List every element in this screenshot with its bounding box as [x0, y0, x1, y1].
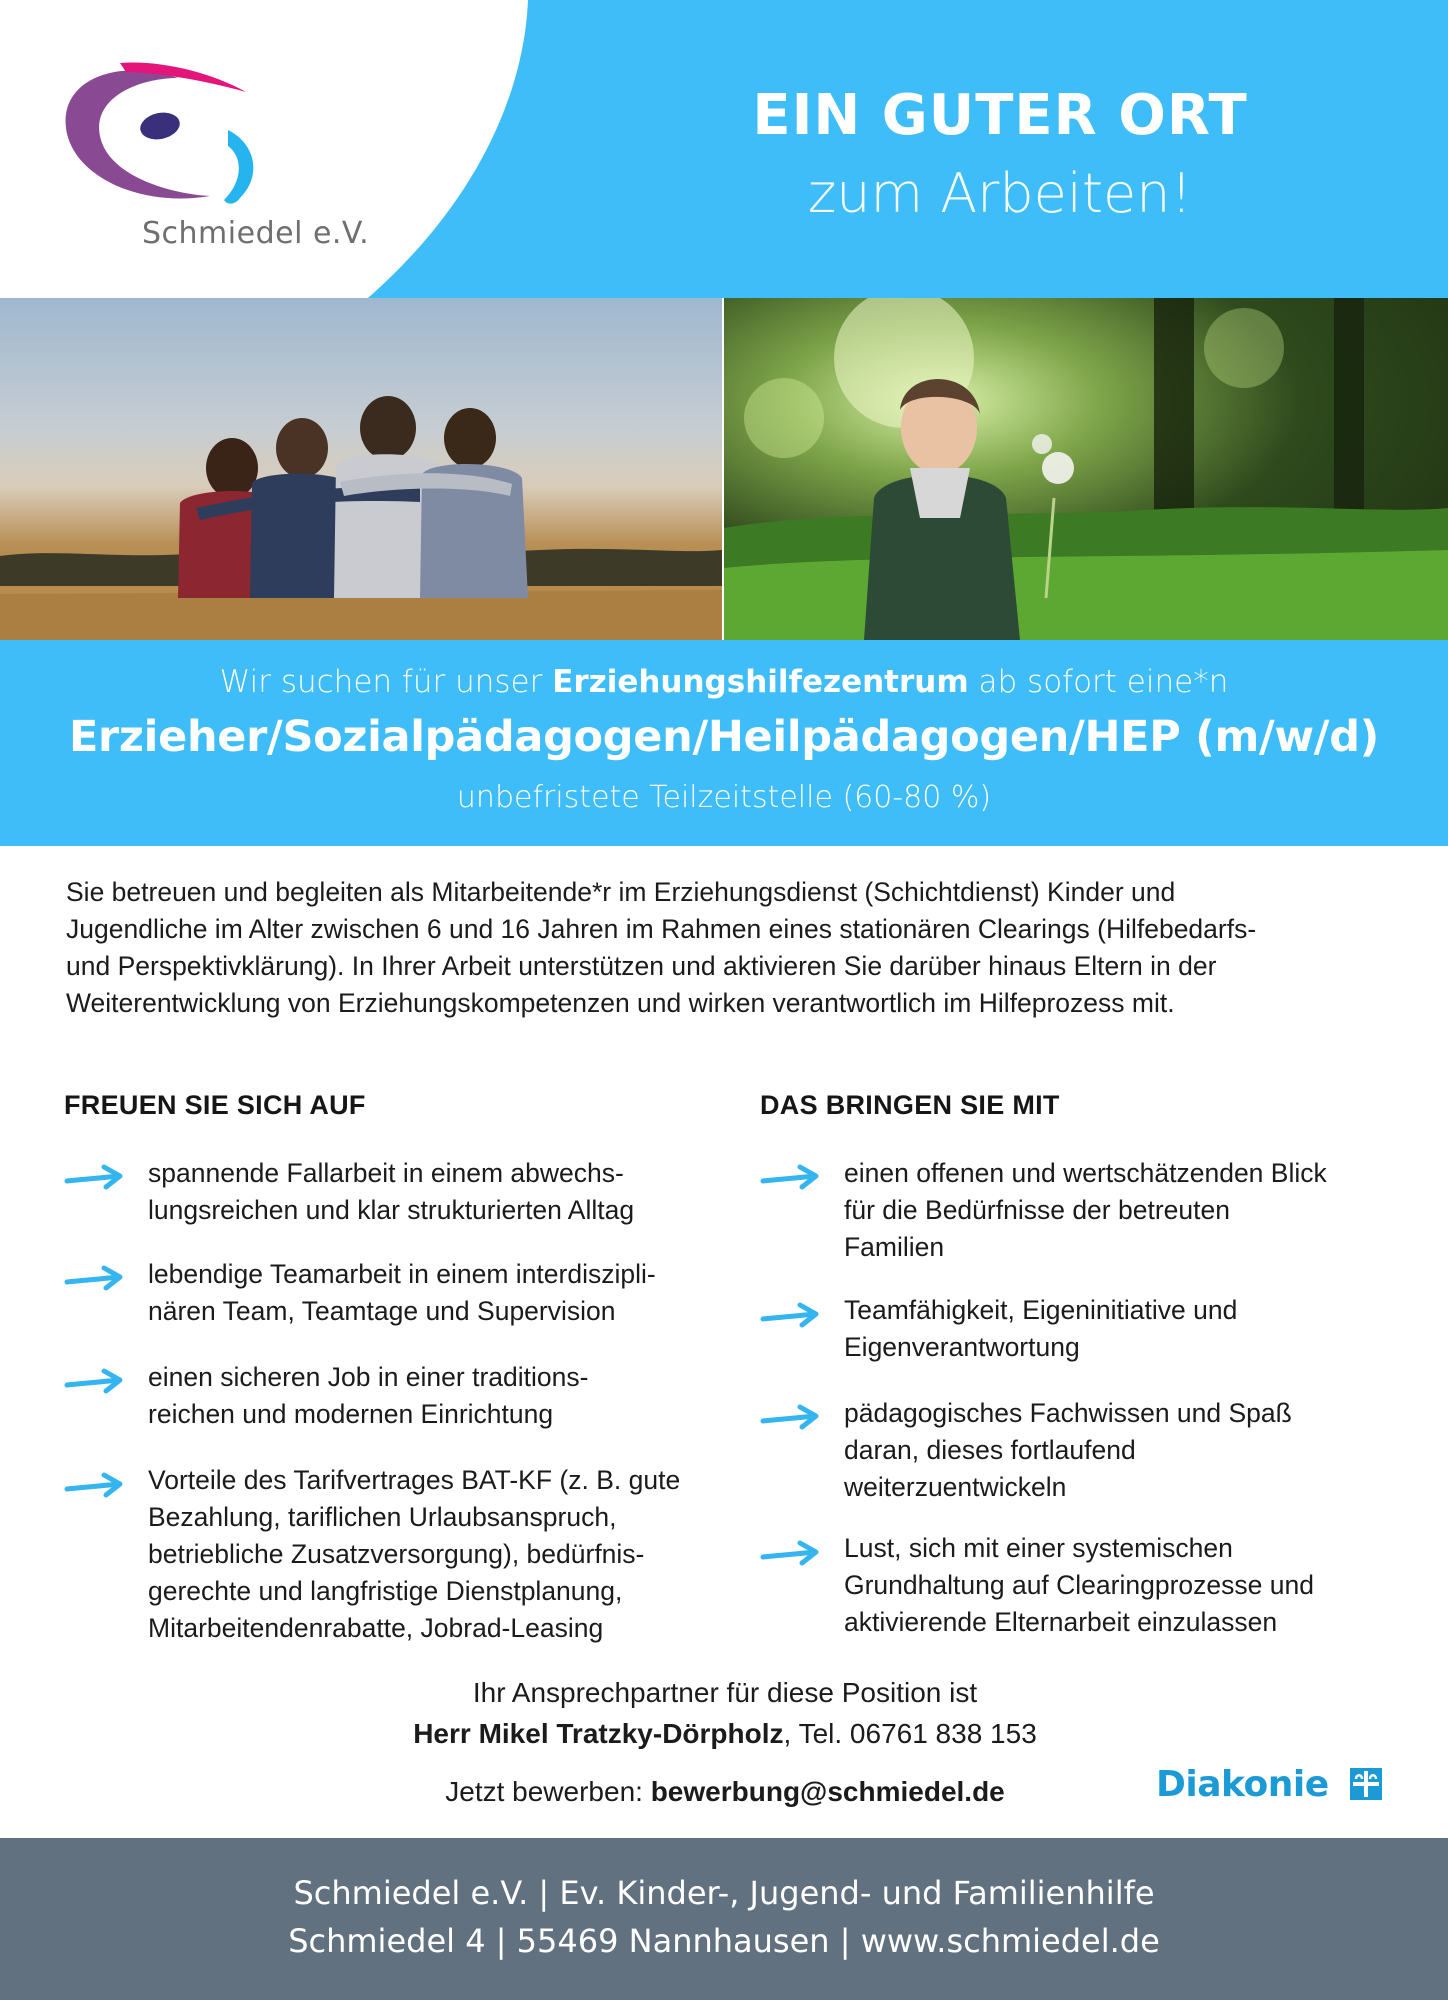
requirement-line: Lust, sich mit einer systemischen: [844, 1533, 1233, 1563]
contact-person: Herr Mikel Tratzky-Dörpholz: [413, 1718, 784, 1749]
arrow-right-icon: [64, 1367, 126, 1397]
contact-intro: Ihr Ansprechpartner für diese Position ist: [472, 1677, 978, 1708]
schmiedel-logo: [60, 58, 390, 268]
contact-phone[interactable]: , Tel. 06761 838 153: [783, 1718, 1037, 1749]
arrow-right-icon: [64, 1264, 126, 1294]
requirement-line: einen offenen und wertschätzenden Blick: [844, 1158, 1327, 1188]
benefit-item: [148, 1155, 738, 1229]
arrow-right-icon: [64, 1471, 126, 1501]
job-description: [66, 874, 1386, 1022]
schmiedel-logo-mark-icon: [60, 58, 270, 218]
diakonie-wordmark: Diakonie: [1156, 1764, 1329, 1805]
diakonie-logo: [1156, 1766, 1396, 1806]
description-line: Jugendliche im Alter zwischen 6 und 16 Jahren im Rahmen eines stationären Clearings (Hilfebedarfs-: [66, 914, 1257, 944]
requirement-line: Eigenverantwortung: [844, 1332, 1080, 1362]
requirement-line: pädagogisches Fachwissen und Spaß: [844, 1398, 1292, 1428]
benefit-line: Bezahlung, tariflichen Urlaubsanspruch,: [148, 1502, 617, 1532]
benefit-line: gerechte und langfristige Dienstplanung,: [148, 1576, 623, 1606]
arrow-right-icon: [760, 1403, 822, 1433]
description-line: und Perspektivklärung). In Ihrer Arbeit unterstützen und aktivieren Sie darüber hinaus Eltern in der: [66, 951, 1217, 981]
arrow-right-icon: [64, 1163, 126, 1193]
requirement-line: Teamfähigkeit, Eigeninitiative und: [844, 1295, 1238, 1325]
benefit-line: spannende Fallarbeit in einem abwechs-: [148, 1158, 624, 1188]
job-intro-bold: Erziehungshilfezentrum: [552, 664, 969, 700]
logo-wordmark: Schmiedel e.V.: [142, 216, 370, 251]
footer: [0, 1838, 1448, 2000]
description-line: Sie betreuen und begleiten als Mitarbeitende*r im Erziehungsdienst (Schichtdienst) Kinder und: [66, 877, 1176, 907]
benefits-heading: FREUEN SIE SICH AUF: [64, 1090, 366, 1120]
benefit-line: Vorteile des Tarifvertrages BAT-KF (z. B. gute: [148, 1465, 681, 1495]
benefit-item: [148, 1256, 738, 1330]
requirement-line: aktivierende Elternarbeit einzulassen: [844, 1607, 1278, 1637]
headline-main: EIN GUTER ORT: [752, 83, 1248, 148]
job-intro: [0, 664, 1448, 700]
benefit-line: einen sicheren Job in einer traditions-: [148, 1362, 589, 1392]
benefit-item: [148, 1359, 738, 1433]
job-band: [0, 640, 1448, 846]
benefit-line: lebendige Teamarbeit in einem interdiszipli-: [148, 1259, 656, 1289]
apply-email-link[interactable]: bewerbung@schmiedel.de: [650, 1776, 1005, 1807]
benefit-line: Mitarbeitendenrabatte, Jobrad-Leasing: [148, 1613, 604, 1643]
job-subtitle: unbefristete Teilzeitstelle (60-80 %): [456, 780, 992, 815]
benefit-line: lungsreichen und klar strukturierten Alltag: [148, 1195, 635, 1225]
requirement-line: für die Bedürfnisse der betreuten: [844, 1195, 1230, 1225]
requirement-item: [844, 1395, 1404, 1506]
footer-address: Schmiedel 4 | 55469 Nannhausen | www.schmiedel.de: [288, 1922, 1160, 1960]
arrow-right-icon: [760, 1539, 822, 1569]
group-hug-illustration-icon: [0, 298, 722, 640]
job-title: Erzieher/Sozialpädagogen/Heilpädagogen/HEP (m/w/d): [68, 712, 1380, 762]
requirement-item: [844, 1292, 1404, 1366]
requirement-line: daran, dieses fortlaufend: [844, 1435, 1136, 1465]
girl-dandelion-illustration-icon: [724, 298, 1448, 640]
benefit-line: betriebliche Zusatzversorgung), bedürfnis-: [148, 1539, 645, 1569]
benefit-line: nären Team, Teamtage und Supervision: [148, 1296, 616, 1326]
requirement-item: [844, 1530, 1424, 1641]
contact-person-line: [300, 1718, 1150, 1750]
headline-sub: zum Arbeiten!: [807, 162, 1193, 225]
requirements-heading: DAS BRINGEN SIE MIT: [760, 1090, 1060, 1120]
job-intro-suffix: ab sofort eine*n: [968, 664, 1229, 700]
arrow-right-icon: [760, 1163, 822, 1193]
benefit-line: reichen und modernen Einrichtung: [148, 1399, 554, 1429]
requirement-line: Grundhaltung auf Clearingprozesse und: [844, 1570, 1314, 1600]
job-intro-prefix: Wir suchen für unser: [219, 664, 553, 700]
description-line: Weiterentwicklung von Erziehungskompetenzen und wirken verantwortlich im Hilfeprozess mit.: [66, 988, 1175, 1018]
photo-girl-dandelion: [724, 298, 1448, 640]
headline: [700, 80, 1300, 236]
apply-line: [300, 1776, 1150, 1808]
requirement-line: weiterzuentwickeln: [844, 1472, 1067, 1502]
photo-group-hug: [0, 298, 722, 640]
benefit-item: [148, 1462, 758, 1647]
requirement-item: [844, 1155, 1404, 1266]
arrow-right-icon: [760, 1301, 822, 1331]
requirement-line: Familien: [844, 1232, 945, 1262]
header-banner: [0, 0, 1448, 298]
diakonie-cross-icon: [1350, 1768, 1382, 1800]
footer-organisation: Schmiedel e.V. | Ev. Kinder-, Jugend- und Familienhilfe: [293, 1874, 1155, 1912]
photo-strip: [0, 298, 1448, 640]
apply-prefix: Jetzt bewerben:: [445, 1776, 651, 1807]
